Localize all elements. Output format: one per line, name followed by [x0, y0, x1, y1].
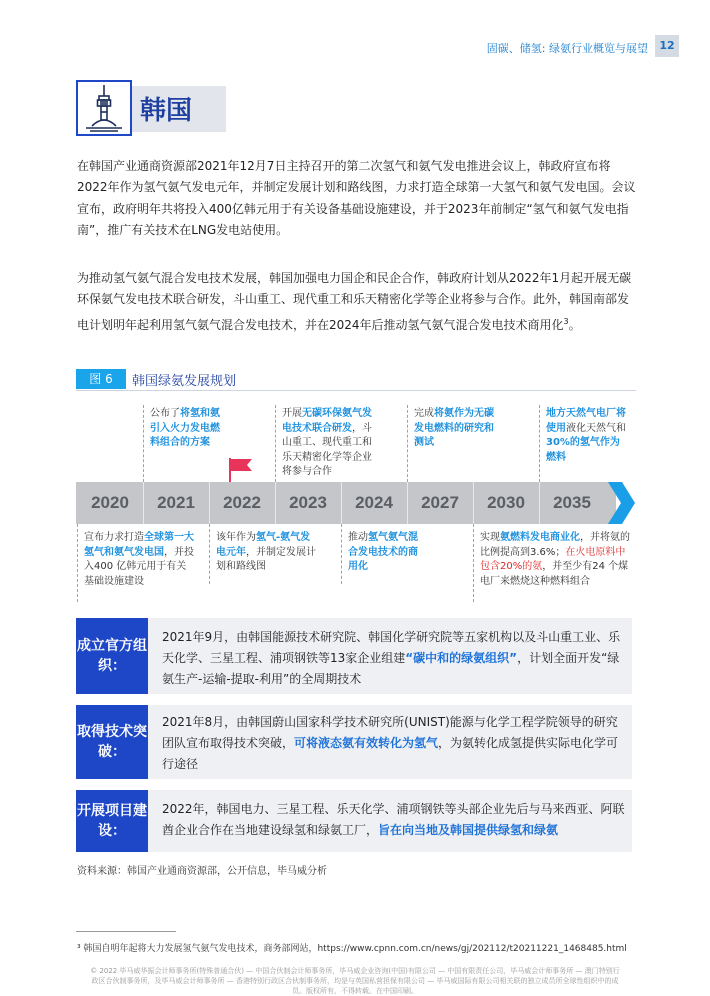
- copyright: © 2022 毕马威华振会计师事务所(特殊普通合伙) — 中国合伙制会计师事务所，毕马威企业咨询(中国)有限公司 — 中国有限责任公司，毕马威会计师事务所 — 澳门特别行政区合伙制事务所，及毕马威会计师事务所 — 香港特别行政区合伙制事务所，均是与英国私营担保有限公司 — 毕马威国际有限公司相关联的独立成员所全球性组织中的成员。版权所有，不得转载。在中国印刷。: [90, 967, 620, 995]
- year-2024: 2024: [355, 493, 393, 512]
- page-number: 12: [655, 35, 679, 57]
- year-2035: 2035: [553, 493, 591, 512]
- year-2022: 2022: [223, 493, 261, 512]
- figure-rule: [76, 390, 636, 391]
- year-2021: 2021: [157, 493, 195, 512]
- event-2024: 推动氢气氨气混合发电技术的商用化: [348, 532, 418, 572]
- seoul-tower-icon-frame: [76, 80, 132, 136]
- panel-breakthrough-text: 2021年8月，由韩国蔚山国家科学技术研究所(UNIST)能源与化学工程学院领导的研究团队宣布取得技术突破，可将液态氨有效转化为氢气，为氨转化成氢提供实际电化学可行途径: [162, 715, 619, 771]
- connector-2024: [341, 524, 342, 584]
- source-note: 资料来源：韩国产业通商资源部，公开信息，毕马威分析: [77, 866, 327, 877]
- year-2023: 2023: [289, 493, 327, 512]
- event-2021: 公布了将氢和氨引入火力发电燃料组合的方案: [150, 408, 220, 448]
- paragraph-1: 在韩国产业通商资源部2021年12月7日主持召开的第二次氢气和氨气发电推进会议上，韩政府宣布将2022年作为氢气氨气发电元年，并制定发展计划和路线图，力求打造全球第一大氢气和氨气发电国。会议宣布，政府明年共将投入400亿韩元用于有关设备基础设施建设，并于2023年前制定“氢气和氨气发电指南”，推广有关技术在LNG发电站使用。: [77, 159, 636, 237]
- paragraph-2: [77, 268, 637, 336]
- paragraph-2-text: 为推动氢气氨气混合发电技术发展，韩国加强电力国企和民企合作，韩政府计划从2022年1月起开展无碳环保氨气发电技术联合研发，斗山重工、现代重工和乐天精密化学等企业将参与合作。此外，韩国南部发电计划明年起利用氢气氨气混合发电技术，并在2024年后推动氢气氨气混合发电技术商用化: [77, 271, 632, 332]
- section-title: 韩国: [140, 96, 193, 126]
- footnote: ³ 韩国自明年起将大力发展氢气氨气发电技术，商务部网站，https://www.cpnn.com.cn/news/gj/202112/t20211221_1468485.html: [77, 944, 627, 954]
- panel-organization-text: 2021年9月，由韩国能源技术研究院、韩国化学研究院等五家机构以及斗山重工业、乐天化学、三星工程、浦项钢铁等13家企业组建“碳中和的绿氨组织”，计划全面开发“绿氨生产-运输-提取-利用”的全周期技术: [162, 630, 621, 686]
- footnote-rule: [76, 931, 176, 932]
- header-title: 固碳、储氢: 绿氨行业概览与展望: [486, 42, 648, 55]
- panel-organization-tag: 成立官方组织：: [76, 618, 148, 694]
- event-2027: 完成将氨作为无碳发电燃料的研究和测试: [414, 408, 494, 448]
- connector-2020: [77, 524, 78, 602]
- event-2022: 该年作为氢气-氨气发电元年，并制定发展计划和路线图: [216, 532, 316, 572]
- footnote-ref[interactable]: 3: [563, 316, 569, 326]
- event-2020: 宣布力求打造全球第一大氢气和氨气发电国，并投入400 亿韩元用于有关基础设施建设: [84, 532, 194, 587]
- connector-2030: [473, 524, 474, 602]
- event-2023: 开展无碳环保氨气发电技术联合研发，斗山重工、现代重工和乐天精密化学等企业将参与合作: [282, 408, 372, 477]
- event-2035: 地方天然气电厂将使用液化天然气和30%的氢气作为燃料: [546, 408, 626, 463]
- connector-2035: [539, 405, 540, 482]
- connector-2027: [407, 405, 408, 482]
- seoul-tower-icon: [78, 82, 130, 134]
- panel-breakthrough-tag: 取得技术突破：: [76, 705, 148, 779]
- figure-label: 图 6: [76, 369, 126, 389]
- figure-title: 韩国绿氨发展规划: [132, 374, 237, 389]
- panel-projects-tag: 开展项目建设：: [76, 790, 148, 852]
- year-2020: 2020: [91, 493, 129, 512]
- year-2027: 2027: [421, 493, 459, 512]
- year-2030: 2030: [487, 493, 525, 512]
- connector-2023: [275, 405, 276, 482]
- connector-2022: [209, 524, 210, 584]
- panel-projects-text: 2022年，韩国电力、三星工程、乐天化学、浦项钢铁等头部企业先后与马来西亚、阿联酋企业合作在当地建设绿氢和绿氨工厂，旨在向当地及韩国提供绿氢和绿氨: [162, 802, 625, 837]
- event-2030: 实现氨燃料发电商业化，并将氨的比例提高到3.6%；在火电原料中包含20%的氨，并至少有24 个煤电厂来燃烧这种燃料组合: [480, 532, 630, 587]
- milestone-flag-icon: [226, 456, 256, 484]
- connector-2021: [143, 405, 144, 482]
- timeline-arrow-icon: [608, 479, 636, 527]
- paragraph-2-end: 。: [568, 317, 581, 332]
